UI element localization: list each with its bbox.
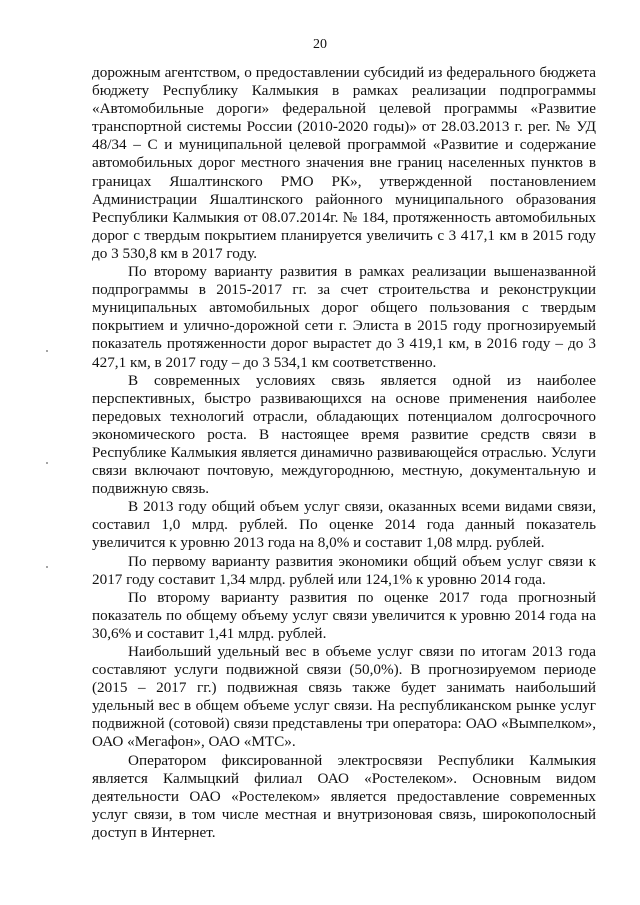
- paragraph-communications-overview: В современных условиях связь является одной из наиболее перспективных, быстро развивающихся на основе применения наиболее передовых технологий отрасли, обладающих потенциалом долгосрочного экономического роста. В настоящее время развитие средств связи в Республике Калмыкия является динамично развивающейся отраслью. Услуги связи включают почтовую, междугороднюю, местную, документальную и подвижную связь.: [92, 371, 596, 498]
- paragraph-roads-continued: дорожным агентством, о предоставлении субсидий из федерального бюджета бюджету Республику Калмыкия в рамках реализации подпрограммы «Автомобильные дороги» федеральной целевой программы «Развитие транспортной системы России (2010-2020 годы)» от 28.03.2013 г. рег. № УД 48/34 – С и муниципальной целевой программой «Развитие и содержание автомобильных дорог местного значения вне границ населенных пунктов в границах Яшалтинского РМО РК», утвержденной постановлением Администрации Яшалтинского районного муниципального образования Республики Калмыкия от 08.07.2014г. № 184, протяженность автомобильных дорог с твердым покрытием планируется увеличить с 3 417,1 км в 2015 году до 3 530,8 км в 2017 году.: [92, 64, 596, 262]
- paragraph-first-variant-communications: По первому варианту развития экономики общий объем услуг связи к 2017 году составит 1,34 млрд. рублей или 124,1% к уровню 2014 года.: [92, 552, 596, 588]
- paragraph-mobile-share: Наибольший удельный вес в объеме услуг связи по итогам 2013 года составляют услуги подвижной связи (50,0%). В прогнозируемом периоде (2015 – 2017 гг.) подвижная связь также будет занимать наибольший удельный вес в общем объеме услуг связи. На республиканском рынке услуг подвижной (сотовой) связи представлены три оператора: ОАО «Вымпелком», ОАО «Мегафон», ОАО «МТС».: [92, 643, 596, 751]
- paragraph-second-variant-communications: По второму варианту развития по оценке 2017 года прогнозный показатель по общему объему услуг связи увеличится к уровню 2014 года на 30,6% и составит 1,41 млрд. рублей.: [92, 588, 596, 642]
- page-number: 20: [313, 37, 327, 52]
- paragraph-second-variant-roads: По второму варианту развития в рамках реализации вышеназванной подпрограммы в 2015-2017 гг. за счет строительства и реконструкции муниципальных автомобильных дорог общего пользования с твердым покрытием и улично-дорожной сети г. Элиста в 2015 году прогнозируемый показатель протяженности дорог вырастет до 3 419,1 км, в 2016 году – до 3 427,1 км, в 2017 году – до 3 534,1 км соответственно.: [92, 263, 596, 371]
- scan-mark: [46, 350, 48, 352]
- scan-mark: [46, 566, 48, 568]
- paragraph-2013-volume: В 2013 году общий объем услуг связи, оказанных всеми видами связи, составил 1,0 млрд. рублей. По оценке 2014 года данный показатель увеличится к уровню 2013 года на 8,0% и составит 1,08 млрд. рублей.: [92, 498, 596, 552]
- paragraph-fixed-operator: Оператором фиксированной электросвязи Республики Калмыкия является Калмыцкий филиал ОАО «Ростелеком». Основным видом деятельности ОАО «Ростелеком» является предоставление современных услуг связи, в том числе местная и внутризоновая связь, широкополосный доступ в Интернет.: [92, 751, 596, 841]
- scan-mark: [46, 462, 48, 464]
- document-body: [92, 64, 596, 842]
